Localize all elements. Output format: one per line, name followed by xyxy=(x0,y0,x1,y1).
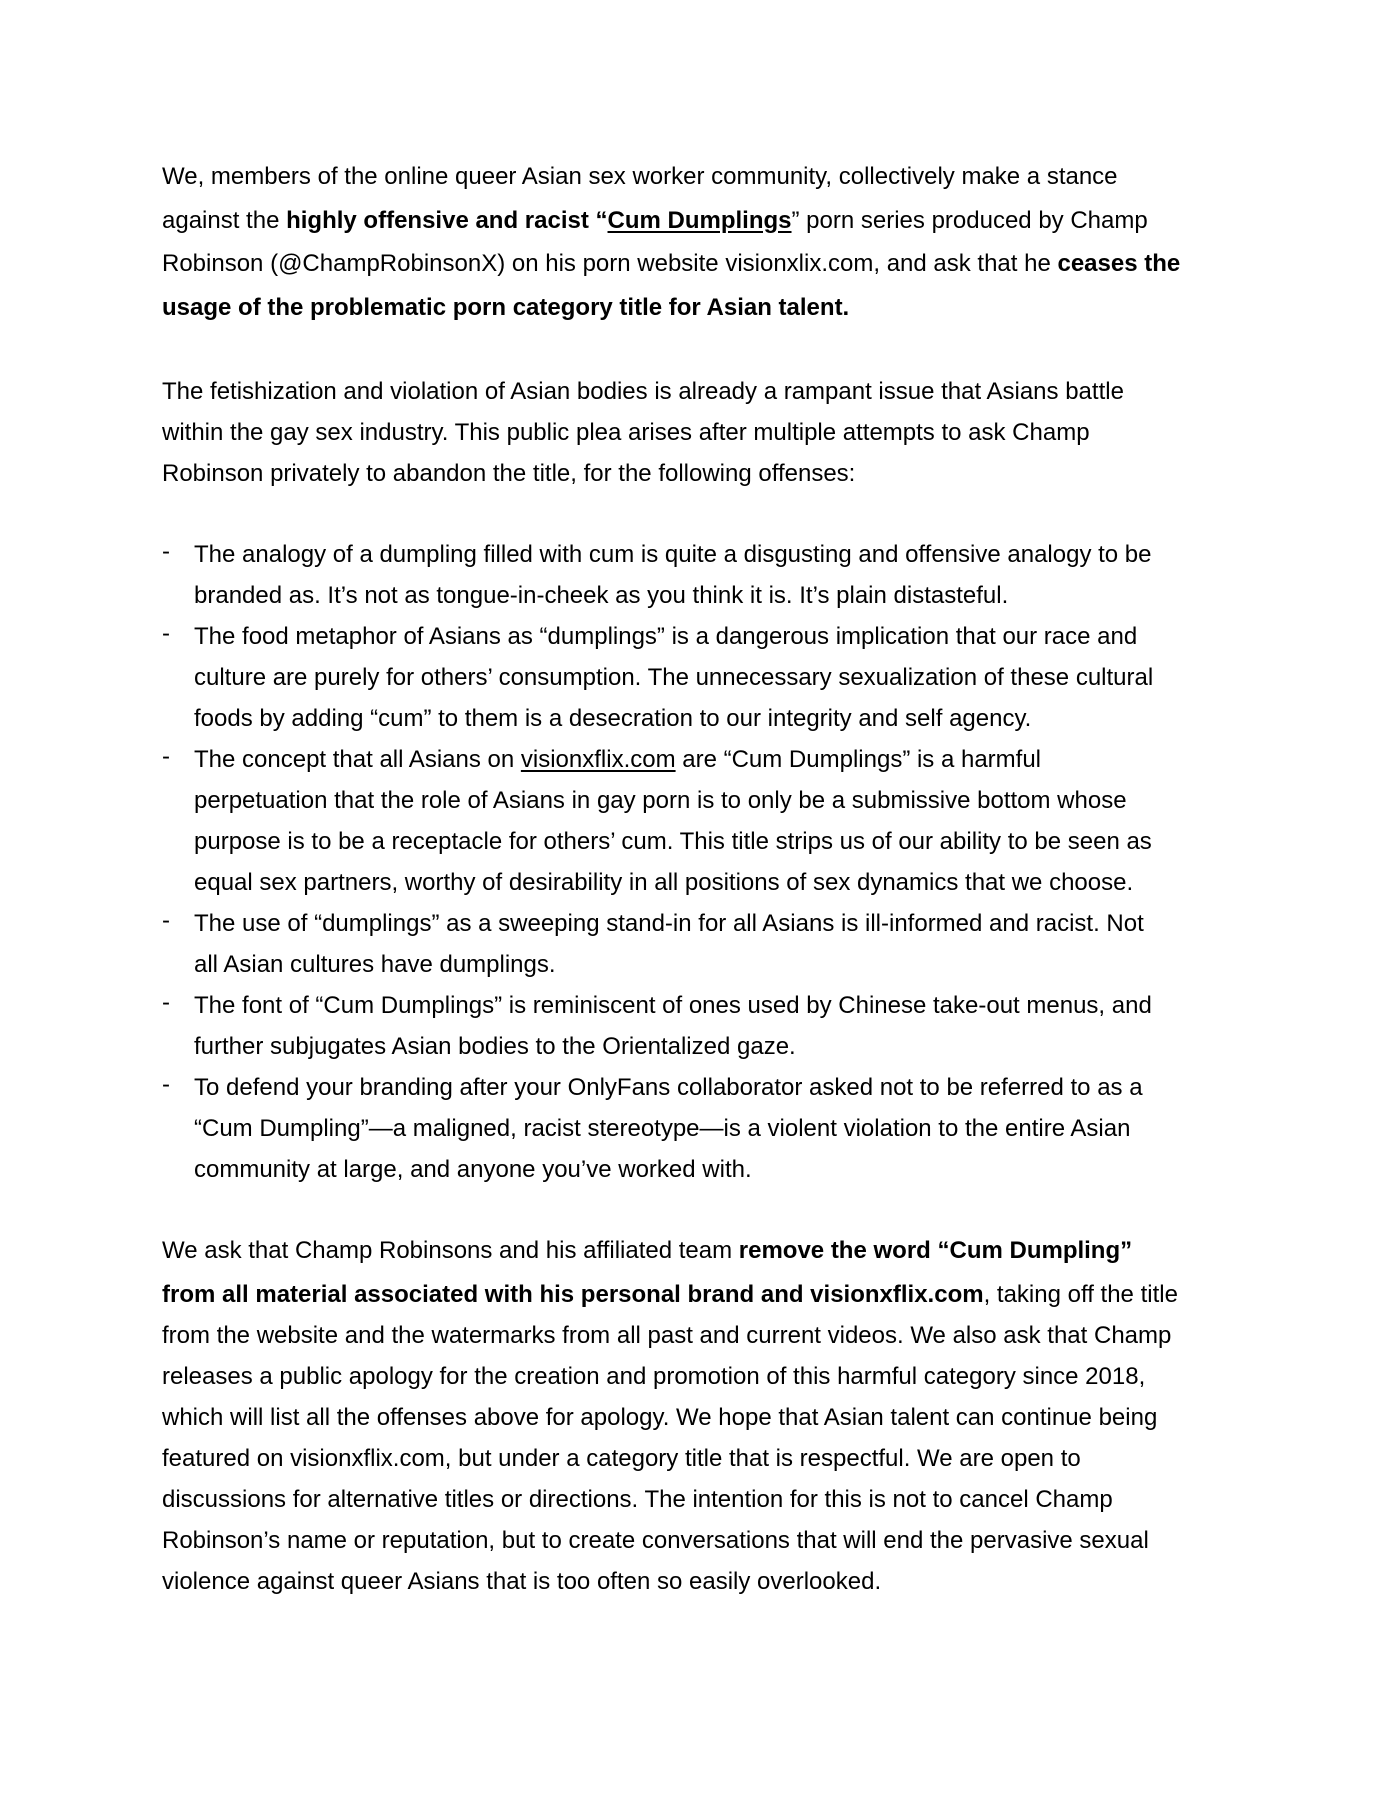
list-item-text xyxy=(162,534,1153,616)
text-line xyxy=(162,155,1180,199)
text-run: ” porn series produced by Champ xyxy=(791,206,1148,234)
text-run: community at large, and anyone you’ve worked with. xyxy=(194,1156,752,1183)
offenses-list xyxy=(162,534,1153,1190)
text-line xyxy=(194,944,1153,985)
text-line xyxy=(162,1356,1178,1397)
text-line xyxy=(194,739,1153,780)
bold-text: highly offensive and racist “ xyxy=(286,206,608,234)
text-line xyxy=(194,1108,1153,1149)
text-run: The use of “dumplings” as a sweeping stand-in for all Asians is ill-informed and racist. Not xyxy=(194,910,1144,937)
text-line xyxy=(194,985,1153,1026)
text-run: The concept that all Asians on xyxy=(194,746,521,773)
text-line xyxy=(194,862,1153,903)
bold-text: remove the word “Cum Dumpling” xyxy=(738,1237,1133,1264)
list-item-text xyxy=(162,739,1153,903)
text-line xyxy=(162,412,1124,453)
text-run: The food metaphor of Asians as “dumplings” is a dangerous implication that our race and xyxy=(194,623,1138,650)
bullet-dash: - xyxy=(162,1071,170,1098)
text-line xyxy=(162,1274,1178,1315)
text-line xyxy=(162,1479,1178,1520)
text-run: culture are purely for others’ consumption. The unnecessary sexualization of these cultural xyxy=(194,664,1154,691)
context-paragraph xyxy=(162,371,1124,494)
text-run: from the website and the watermarks from all past and current videos. We also ask that Champ xyxy=(162,1322,1172,1349)
bullet-dash: - xyxy=(162,620,170,647)
text-line xyxy=(194,616,1153,657)
text-line xyxy=(194,903,1153,944)
text-run: To defend your branding after your OnlyFans collaborator asked not to be referred to as a xyxy=(194,1074,1143,1101)
list-item xyxy=(162,985,1153,1067)
text-run: discussions for alternative titles or directions. The intention for this is not to cancel Champ xyxy=(162,1486,1113,1513)
text-run: , taking off the title xyxy=(983,1281,1178,1308)
bullet-dash: - xyxy=(162,743,170,770)
bullet-dash: - xyxy=(162,989,170,1016)
text-run: further subjugates Asian bodies to the Orientalized gaze. xyxy=(194,1033,796,1060)
demands-paragraph xyxy=(162,1229,1178,1602)
text-line xyxy=(194,698,1153,739)
text-line xyxy=(194,780,1153,821)
underlined-text: Cum Dumplings xyxy=(607,206,792,234)
text-run: Robinson (@ChampRobinsonX) on his porn website visionxlix.com, and ask that he xyxy=(162,250,1058,278)
text-line xyxy=(162,286,1180,330)
list-item-text xyxy=(162,616,1153,739)
text-line xyxy=(194,534,1153,575)
list-item xyxy=(162,616,1153,739)
text-run: against the xyxy=(162,206,287,234)
text-line xyxy=(162,1315,1178,1356)
list-item xyxy=(162,534,1153,616)
intro-paragraph xyxy=(162,155,1180,329)
list-item-text xyxy=(162,985,1153,1067)
text-run: equal sex partners, worthy of desirability in all positions of sex dynamics that we choose. xyxy=(194,869,1134,896)
text-run: Robinson’s name or reputation, but to create conversations that will end the pervasive sexual xyxy=(162,1527,1149,1554)
text-line xyxy=(162,1520,1178,1561)
text-line xyxy=(162,1561,1178,1602)
list-item xyxy=(162,1067,1153,1190)
text-run: purpose is to be a receptacle for others’ cum. This title strips us of our ability to be seen as xyxy=(194,828,1152,855)
text-run: featured on visionxflix.com, but under a category title that is respectful. We are open to xyxy=(162,1445,1081,1472)
text-run: We ask that Champ Robinsons and his affiliated team xyxy=(162,1237,739,1264)
text-run: are “Cum Dumplings” is a harmful xyxy=(675,746,1042,773)
underlined-text: visionxflix.com xyxy=(520,746,676,773)
text-run: The font of “Cum Dumplings” is reminiscent of ones used by Chinese take-out menus, and xyxy=(194,992,1152,1019)
list-item xyxy=(162,903,1153,985)
text-line xyxy=(162,199,1180,243)
list-item xyxy=(162,739,1153,903)
text-run: The analogy of a dumpling filled with cum is quite a disgusting and offensive analogy to be xyxy=(194,541,1152,568)
text-run: branded as. It’s not as tongue-in-cheek as you think it is. It’s plain distasteful. xyxy=(194,582,1009,609)
text-run: The fetishization and violation of Asian bodies is already a rampant issue that Asians battle xyxy=(162,378,1124,405)
bold-text: ceases the xyxy=(1057,250,1181,278)
text-line xyxy=(194,1026,1153,1067)
bold-text: from all material associated with his personal brand and visionxflix.com xyxy=(162,1281,984,1308)
text-line xyxy=(162,1438,1178,1479)
bullet-dash: - xyxy=(162,907,170,934)
text-line xyxy=(194,575,1153,616)
list-item-text xyxy=(162,903,1153,985)
text-line xyxy=(194,821,1153,862)
text-run: Robinson privately to abandon the title, for the following offenses: xyxy=(162,460,856,487)
text-run: “Cum Dumpling”—a maligned, racist stereotype—is a violent violation to the entire Asian xyxy=(194,1115,1131,1142)
text-run: all Asian cultures have dumplings. xyxy=(194,951,556,978)
text-line xyxy=(194,657,1153,698)
text-run: within the gay sex industry. This public plea arises after multiple attempts to ask Champ xyxy=(162,419,1090,446)
text-run: perpetuation that the role of Asians in gay porn is to only be a submissive bottom whose xyxy=(194,787,1127,814)
text-line xyxy=(162,1229,1178,1274)
text-line xyxy=(162,1397,1178,1438)
bold-text: usage of the problematic porn category title for Asian talent. xyxy=(162,293,850,321)
text-line xyxy=(194,1149,1153,1190)
text-run: We, members of the online queer Asian sex worker community, collectively make a stance xyxy=(162,163,1118,190)
text-run: which will list all the offenses above for apology. We hope that Asian talent can continue being xyxy=(162,1404,1158,1431)
text-run: releases a public apology for the creation and promotion of this harmful category since 2018, xyxy=(162,1363,1146,1390)
text-line xyxy=(162,242,1180,286)
text-line xyxy=(162,453,1124,494)
text-run: foods by adding “cum” to them is a desecration to our integrity and self agency. xyxy=(194,705,1032,732)
bullet-dash: - xyxy=(162,538,170,565)
text-run: violence against queer Asians that is too often so easily overlooked. xyxy=(162,1568,882,1595)
list-item-text xyxy=(162,1067,1153,1190)
text-line xyxy=(162,371,1124,412)
text-line xyxy=(194,1067,1153,1108)
